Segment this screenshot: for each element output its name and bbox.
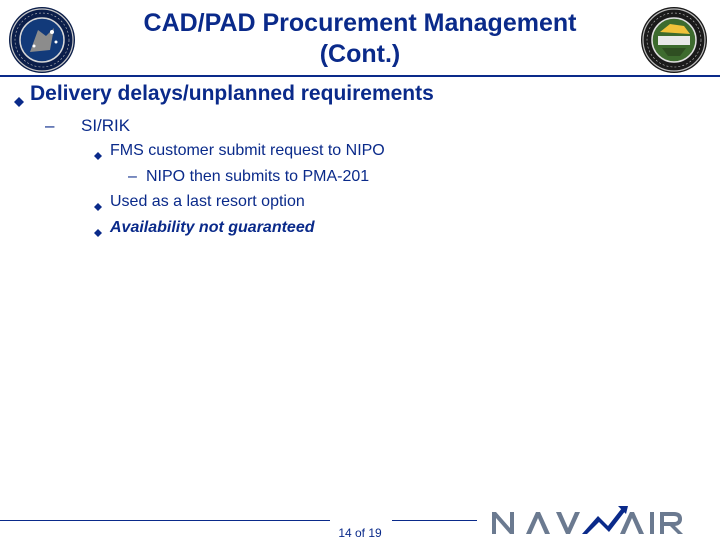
bullet-text: Used as a last resort option xyxy=(110,193,305,210)
diamond-bullet-icon xyxy=(94,224,102,242)
page-number: 14 of 19 xyxy=(338,526,382,540)
title-line-2: (Cont.) xyxy=(319,40,401,68)
diamond-bullet-icon xyxy=(94,198,102,216)
page-title xyxy=(90,8,630,70)
right-seal-icon xyxy=(640,6,708,74)
diamond-bullet-icon xyxy=(14,89,24,113)
bullet-text: SI/RIK xyxy=(81,116,131,135)
bullet-text: NIPO then submits to PMA-201 xyxy=(146,168,370,185)
bullet-text: Availability not guaranteed xyxy=(110,219,315,236)
navair-logo xyxy=(490,504,686,538)
title-divider xyxy=(0,75,720,77)
diamond-bullet-icon xyxy=(94,147,102,165)
footer-divider-right xyxy=(392,520,477,521)
bullet-text: Delivery delays/unplanned requirements xyxy=(30,82,434,105)
left-seal-icon xyxy=(8,6,76,74)
title-line-1: CAD/PAD Procurement Management xyxy=(143,9,577,37)
dash-bullet: – xyxy=(128,168,137,185)
dash-bullet: – xyxy=(45,116,55,135)
footer-divider-left xyxy=(0,520,330,521)
bullet-text: FMS customer submit request to NIPO xyxy=(110,142,385,159)
